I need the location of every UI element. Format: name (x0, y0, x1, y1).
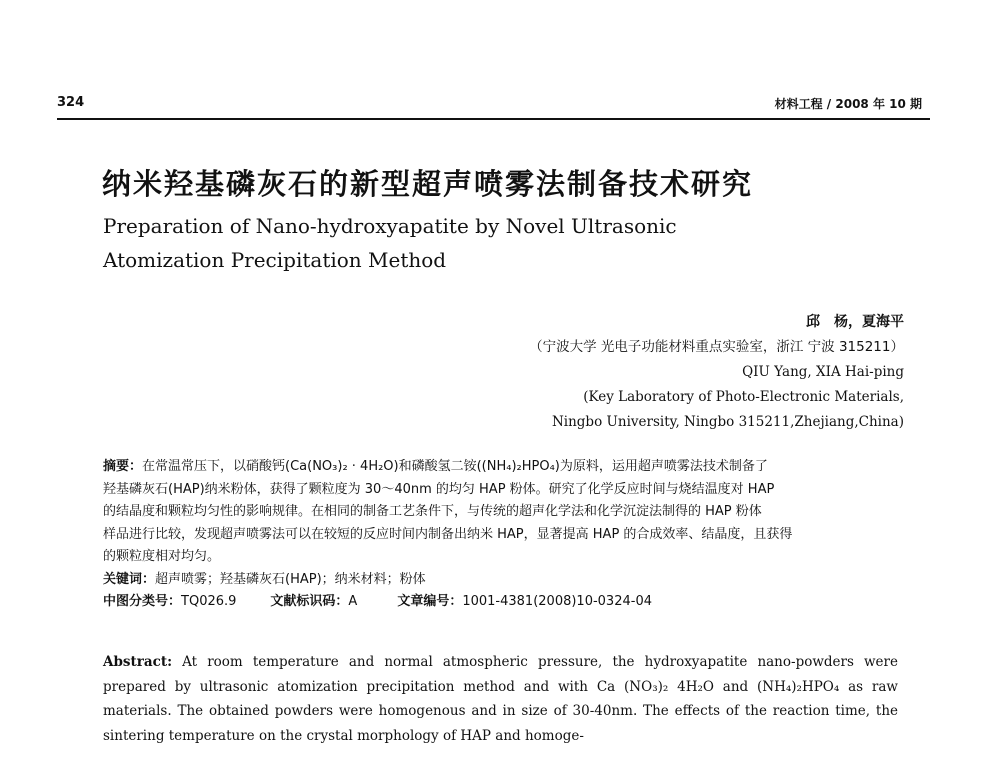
title-chinese: 纳米羟基磷灰石的新型超声喷雾法制备技术研究 (102, 167, 754, 201)
abstract-english (103, 650, 898, 748)
abstract-cn-line4: 样品进行比较，发现超声喷雾法可以在较短的反应时间内制备出纳米 HAP，显著提高 HAP 的合成效率、结晶度，且获得 (103, 526, 793, 542)
authors-english: QIU Yang, XIA Hai-ping (742, 364, 904, 380)
keywords-label: 关键词： (103, 571, 156, 587)
article-no-label: 文章编号： (397, 594, 463, 609)
classification-line (103, 591, 898, 614)
affiliation-english-line1: (Key Laboratory of Photo-Electronic Materials, (583, 389, 904, 405)
abstract-cn-line3: 的结晶度和颗粒均匀性的影响规律。在相同的制备工艺条件下，与传统的超声化学法和化学沉淀法制得的 HAP 粉体 (103, 504, 762, 519)
abstract-cn-line5: 的颗粒度相对均匀。 (103, 549, 221, 564)
page-number: 324 (57, 95, 85, 110)
clc-code: TQ026.9 (181, 594, 237, 609)
clc-label: 中图分类号： (103, 594, 182, 609)
doc-code: A (348, 594, 358, 609)
abstract-en-text: At room temperature and normal atmospheric pressure, the hydroxyapatite nano-powders were prepared by ultrasonic atomization precipitation method and with Ca (NO₃)₂ 4H₂O and (NH₄)₂HPO₄ as raw materials. The obtained powders were homogenous and in size of 30-40nm. The effects of the reaction time, the sintering temperature on the crystal morphology of HAP and homoge- (103, 654, 898, 744)
title-english (103, 209, 677, 277)
affiliation-english-line2: Ningbo University, Ningbo 315211,Zhejiang,China) (551, 414, 904, 430)
abstract-en-label: Abstract: (103, 654, 173, 670)
title-english-line1: Preparation of Nano-hydroxyapatite by Novel Ultrasonic (103, 214, 677, 238)
keywords: 超声喷雾；羟基磷灰石(HAP)；纳米材料；粉体 (155, 571, 426, 587)
abstract-cn-line2: 羟基磷灰石(HAP)纳米粉体，获得了颗粒度为 30～40nm 的均匀 HAP 粉体。研究了化学反应时间与烧结温度对 HAP (103, 481, 775, 497)
author-block (529, 310, 904, 435)
abstract-cn-label: 摘要： (103, 459, 143, 474)
journal-header: 材料工程 / 2008 年 10 期 (774, 97, 922, 111)
affiliation-chinese: （宁波大学 光电子功能材料重点实验室，浙江 宁波 315211） (529, 339, 904, 355)
abstract-chinese (103, 456, 898, 614)
header-rule (57, 118, 930, 120)
authors-chinese: 邱 杨，夏海平 (806, 314, 904, 330)
keywords-line (103, 569, 898, 592)
title-english-line2: Atomization Precipitation Method (103, 248, 447, 272)
doc-code-label: 文献标识码： (270, 594, 349, 609)
abstract-cn-line1: 在常温常压下，以硝酸钙(Ca(NO₃)₂ · 4H₂O)和磷酸氢二铵((NH₄)₂HPO₄)为原料，运用超声喷雾法技术制备了 (142, 459, 768, 474)
article-no: 1001-4381(2008)10-0324-04 (462, 594, 652, 609)
